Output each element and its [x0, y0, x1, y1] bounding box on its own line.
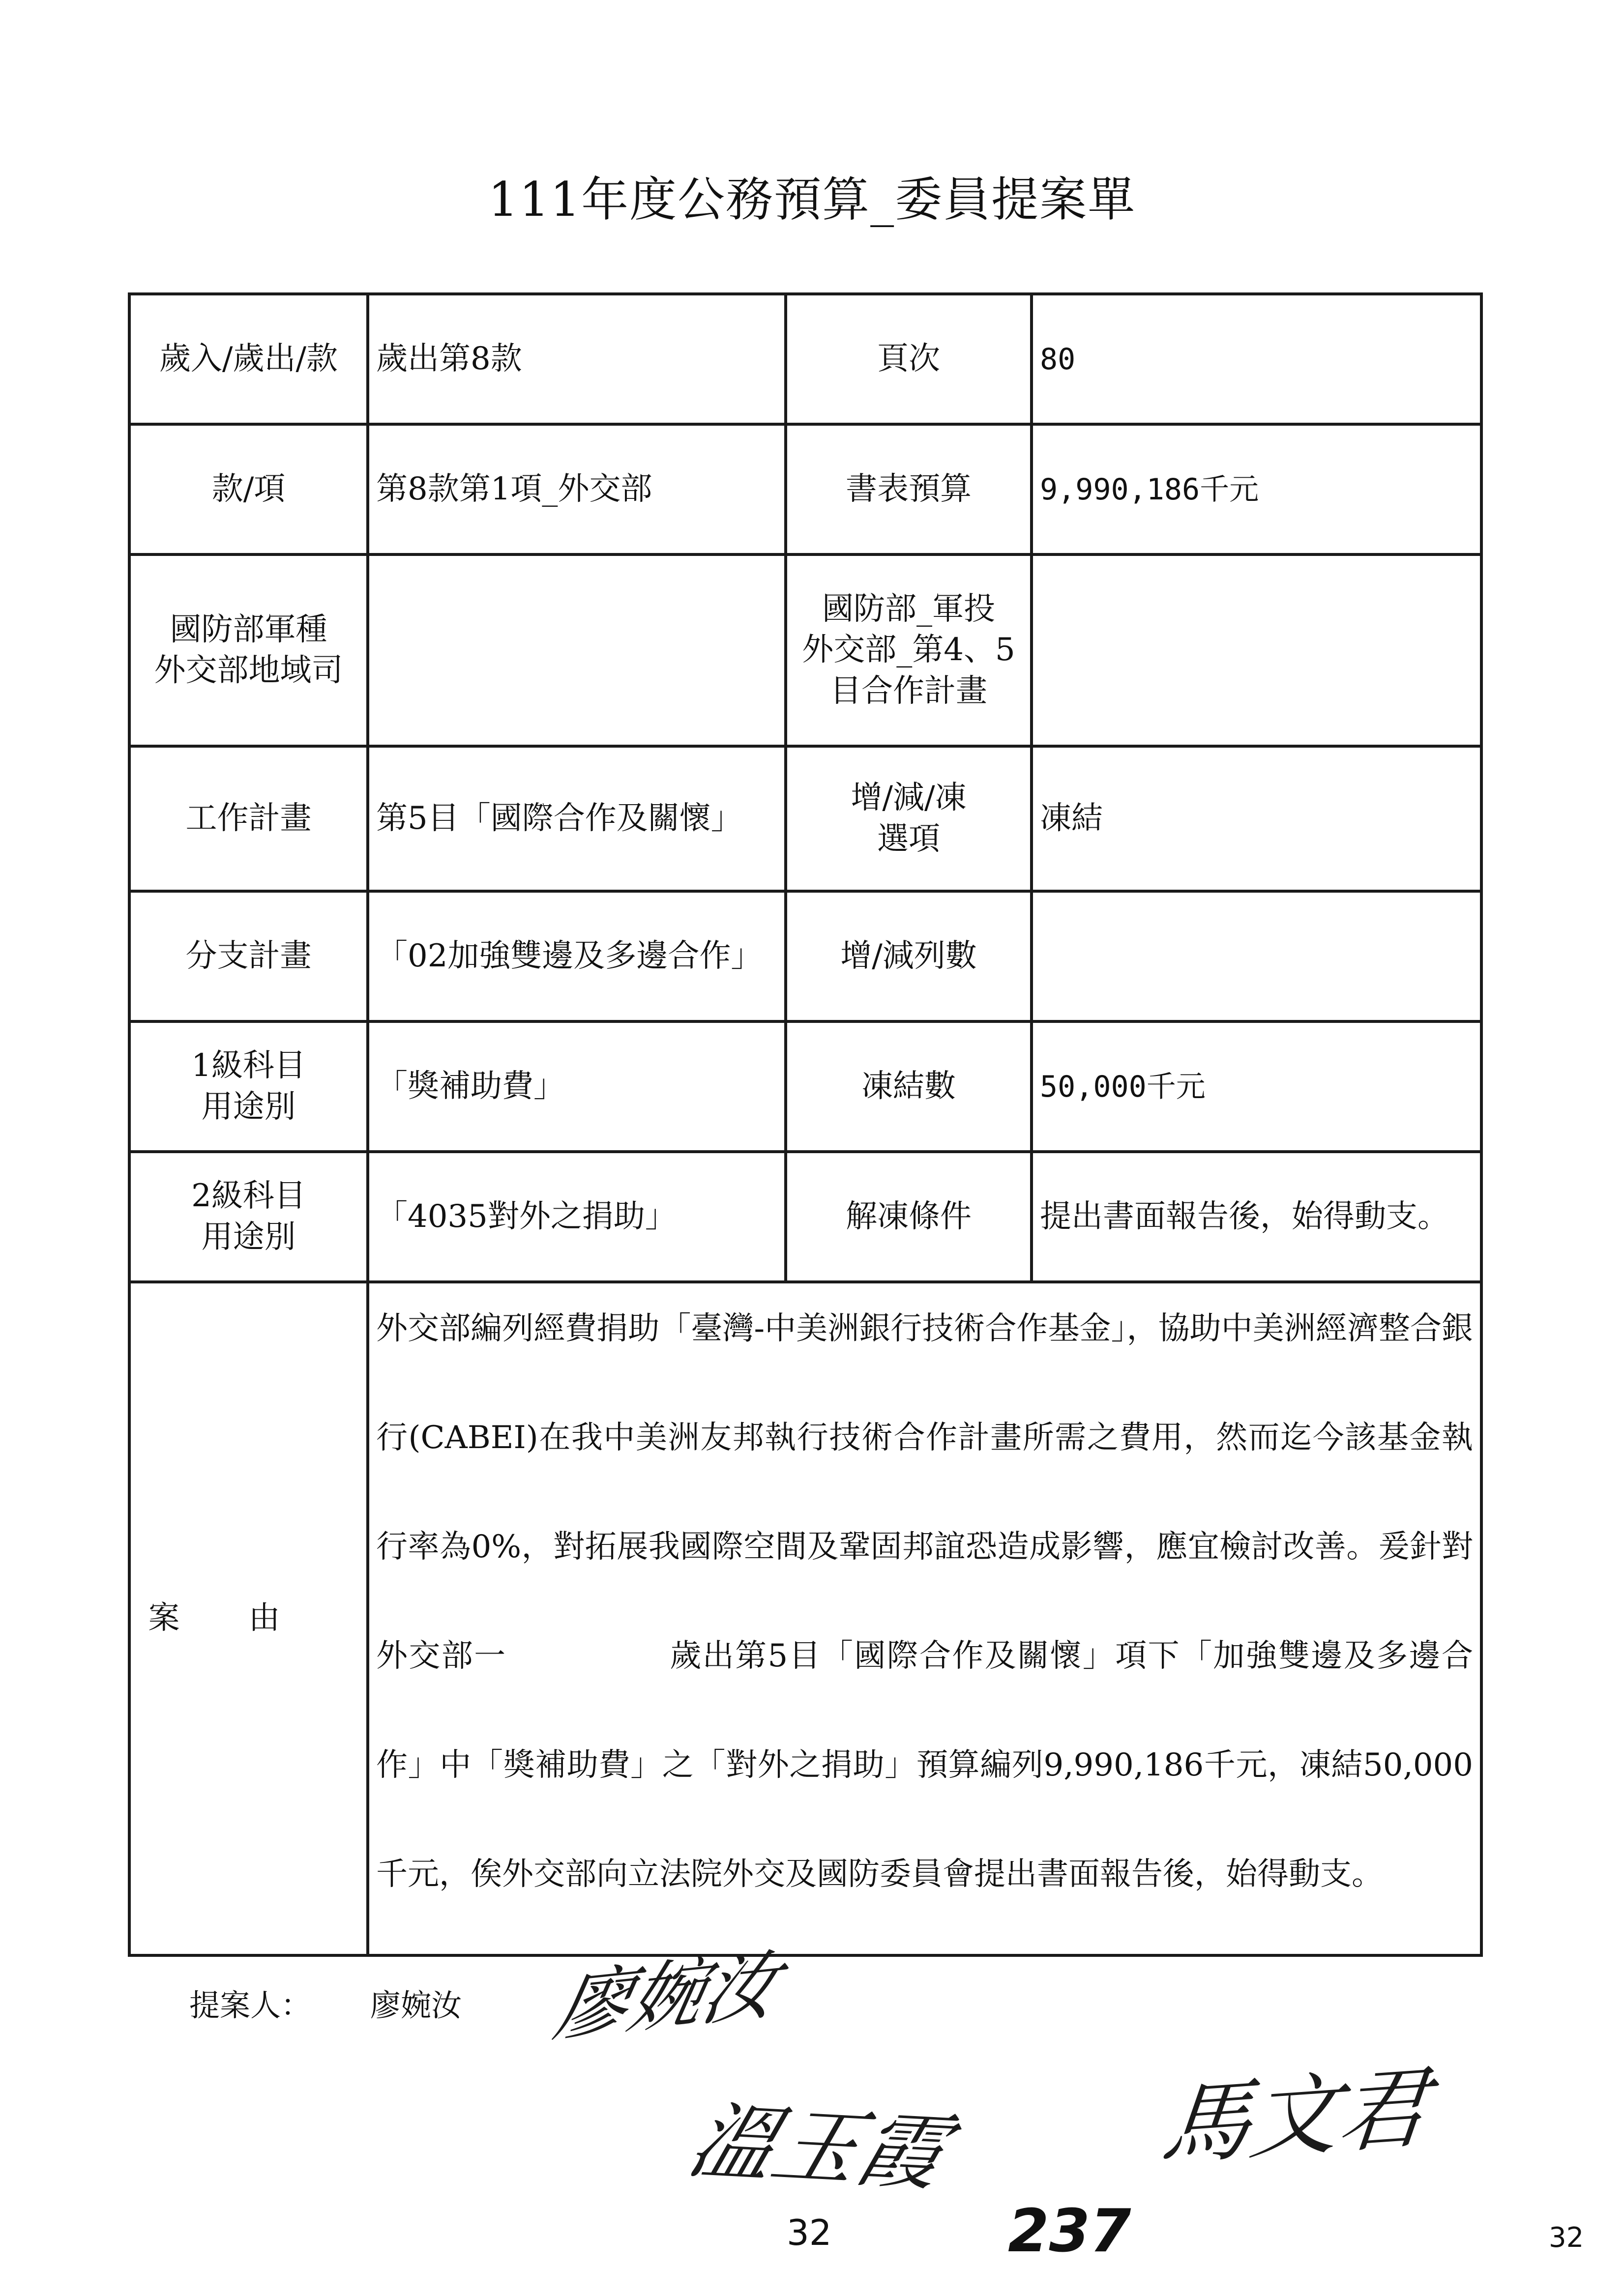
label-adjust-option: 增/減/凍 選項: [786, 746, 1032, 891]
label-work-plan: 工作計畫: [129, 746, 368, 891]
form-row-reason: [129, 1282, 1481, 1955]
label-level2-subject: 2級科目 用途別: [129, 1152, 368, 1282]
label-account-item: 款/項: [129, 424, 368, 554]
form-row-department: [129, 554, 1481, 746]
value-statement-budget: 9,990,186千元: [1032, 424, 1481, 554]
label-level1-subject: 1級科目 用途別: [129, 1021, 368, 1152]
label-page-number: 頁次: [786, 294, 1032, 424]
form-row-work-plan: [129, 746, 1481, 891]
label-frozen-amount: 凍結數: [786, 1021, 1032, 1152]
label-reason: 案由: [129, 1282, 368, 1955]
value-military-regional-department: [368, 554, 786, 746]
value-branch-plan: 「02加強雙邊及多邊合作」: [368, 891, 786, 1021]
signature-1: 廖婉汝: [548, 1941, 787, 2052]
label-unfreeze-condition: 解凍條件: [786, 1152, 1032, 1282]
label-revenue-expenditure-account: 歲入/歲出/款: [129, 294, 368, 424]
page-mark-3: 32: [1549, 2222, 1584, 2254]
value-frozen-amount: 50,000千元: [1032, 1021, 1481, 1152]
label-statement-budget: 書表預算: [786, 424, 1032, 554]
proposer-line: [189, 1981, 462, 2025]
value-level2-subject: 「4035對外之捐助」: [368, 1152, 786, 1282]
value-page-number: 80: [1032, 294, 1481, 424]
signature-3: 馬文君: [1157, 2056, 1433, 2179]
reason-cell: [368, 1282, 1481, 1955]
value-adjust-amount: [1032, 891, 1481, 1021]
proposer-label: 提案人：: [189, 1987, 312, 2023]
form-row-branch-plan: [129, 891, 1481, 1021]
form-row-level1-subject: [129, 1021, 1481, 1152]
form-row-level2-subject: [129, 1152, 1481, 1282]
form-row-item: [129, 424, 1481, 554]
page-mark-1: 32: [787, 2212, 832, 2253]
value-unfreeze-condition: 提出書面報告後，始得動支。: [1032, 1152, 1481, 1282]
label-military-regional-department: 國防部軍種 外交部地域司: [129, 554, 368, 746]
value-account-item: 第8款第1項_外交部: [368, 424, 786, 554]
proposal-form-table: [128, 292, 1483, 1957]
label-adjust-amount: 增/減列數: [786, 891, 1032, 1021]
form-row-account: [129, 294, 1481, 424]
label-cooperation-plan: 國防部_軍投 外交部_第4、5 目合作計畫: [786, 554, 1032, 746]
value-level1-subject: 「獎補助費」: [368, 1021, 786, 1152]
value-adjust-option: 凍結: [1032, 746, 1481, 891]
page-title: 111年度公務預算_委員提案單: [488, 172, 1136, 227]
signature-2: 溫玉霞: [678, 2093, 958, 2203]
page-mark-2: 237: [1008, 2197, 1131, 2266]
value-revenue-expenditure-account: 歲出第8款: [368, 294, 786, 424]
value-work-plan: 第5目「國際合作及關懷」: [368, 746, 786, 891]
proposer-name: 廖婉汝: [370, 1987, 462, 2023]
reason-text: 外交部編列經費捐助「臺灣-中美洲銀行技術合作基金」，協助中美洲經濟整合銀行(CABEI)在我中美洲友邦執行技術合作計畫所需之費用，然而迄今該基金執行率為0%，對拓展我國際空間及鞏固邦誼恐造成影響，應宜檢討改善。爰針對外交部一 歲出第5目「國際合作及關懷」項下「加強雙邊及多邊合作」中「獎補助費」之「對外之捐助」預算編列9,990,186千元，凍結50,000千元，俟外交部向立法院外交及國防委員會提出書面報告後，始得動支。: [376, 1310, 1473, 1892]
value-cooperation-plan: [1032, 554, 1481, 746]
label-branch-plan: 分支計畫: [129, 891, 368, 1021]
